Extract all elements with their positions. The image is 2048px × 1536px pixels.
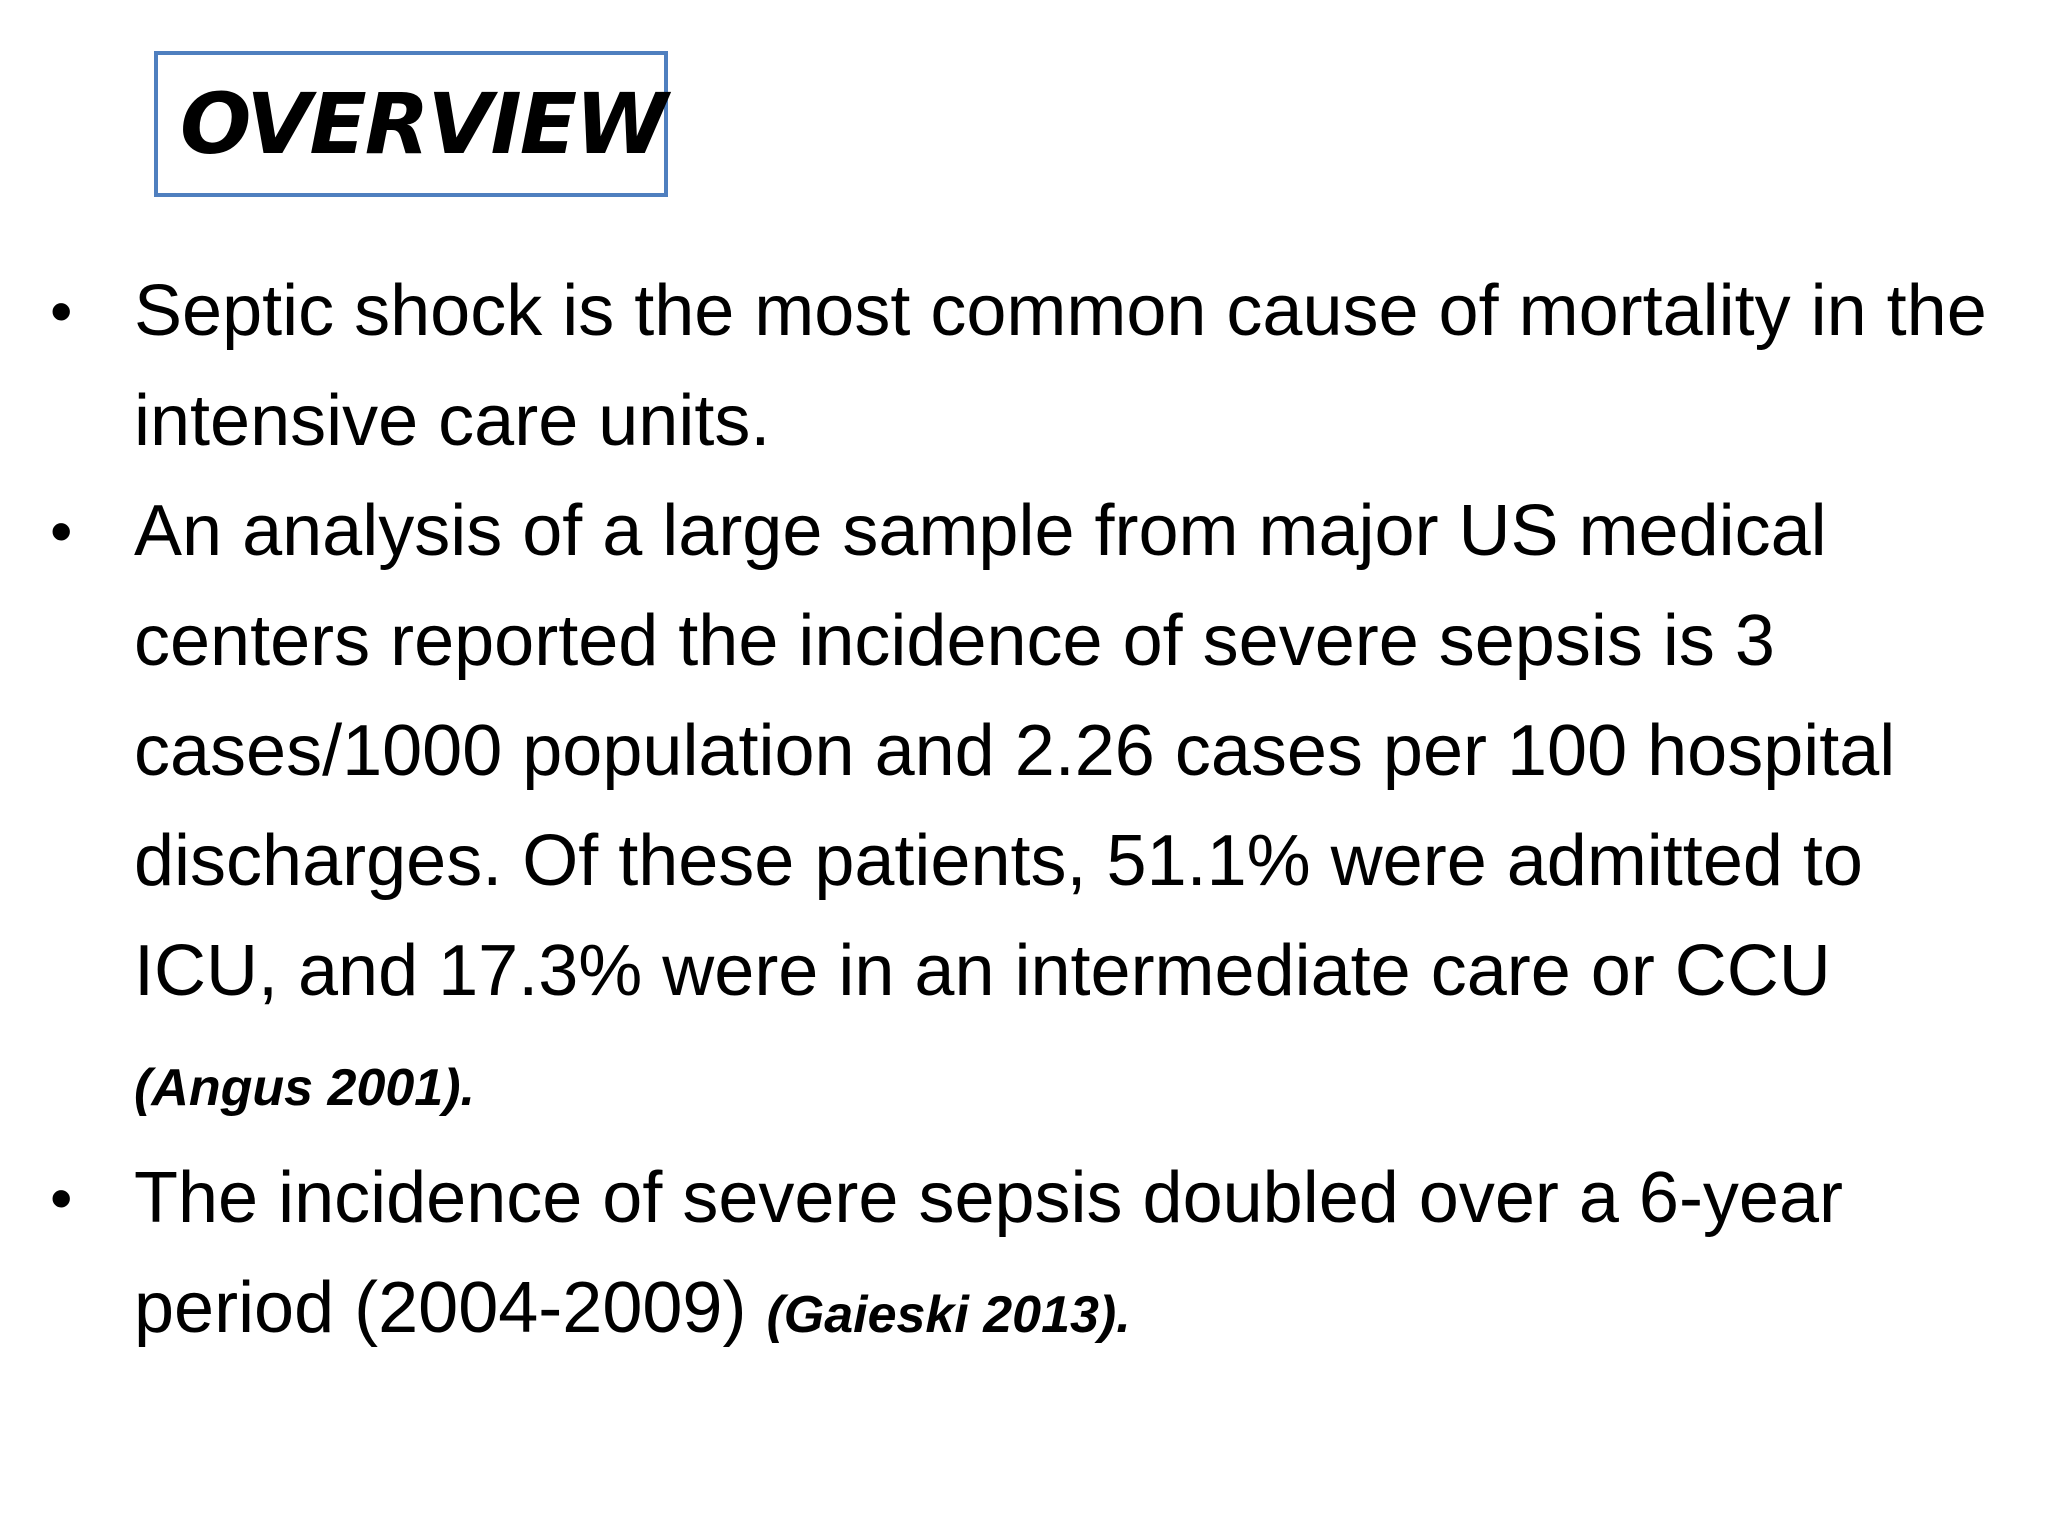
- bullet-item-1: [50, 256, 2014, 476]
- bullet-item-2: [50, 476, 2014, 1143]
- title-box: [154, 51, 668, 197]
- bullet-text: Septic shock is the most common cause of mortality in the intensive care units.: [134, 271, 1987, 461]
- bullet-text: An analysis of a large sample from major US medical centers reported the incidence of severe sepsis is 3 cases/1000 population and 2.26 cases per 100 hospital discharges. Of these patients, 51.1% were admitted to ICU, and 17.3% were in an intermediate care or CCU: [134, 491, 1896, 1011]
- bullet-icon: •: [50, 495, 73, 567]
- bullet-list: [50, 256, 2000, 1370]
- bullet-icon: •: [50, 1162, 73, 1234]
- citation: (Angus 2001).: [134, 1059, 475, 1117]
- bullet-text: The incidence of severe sepsis doubled over a 6-year period (2004-2009): [134, 1158, 1843, 1348]
- bullet-item-3: [50, 1143, 2014, 1370]
- slide-title: OVERVIEW: [180, 75, 666, 173]
- bullet-icon: •: [50, 275, 73, 347]
- citation: (Gaieski 2013).: [766, 1286, 1131, 1344]
